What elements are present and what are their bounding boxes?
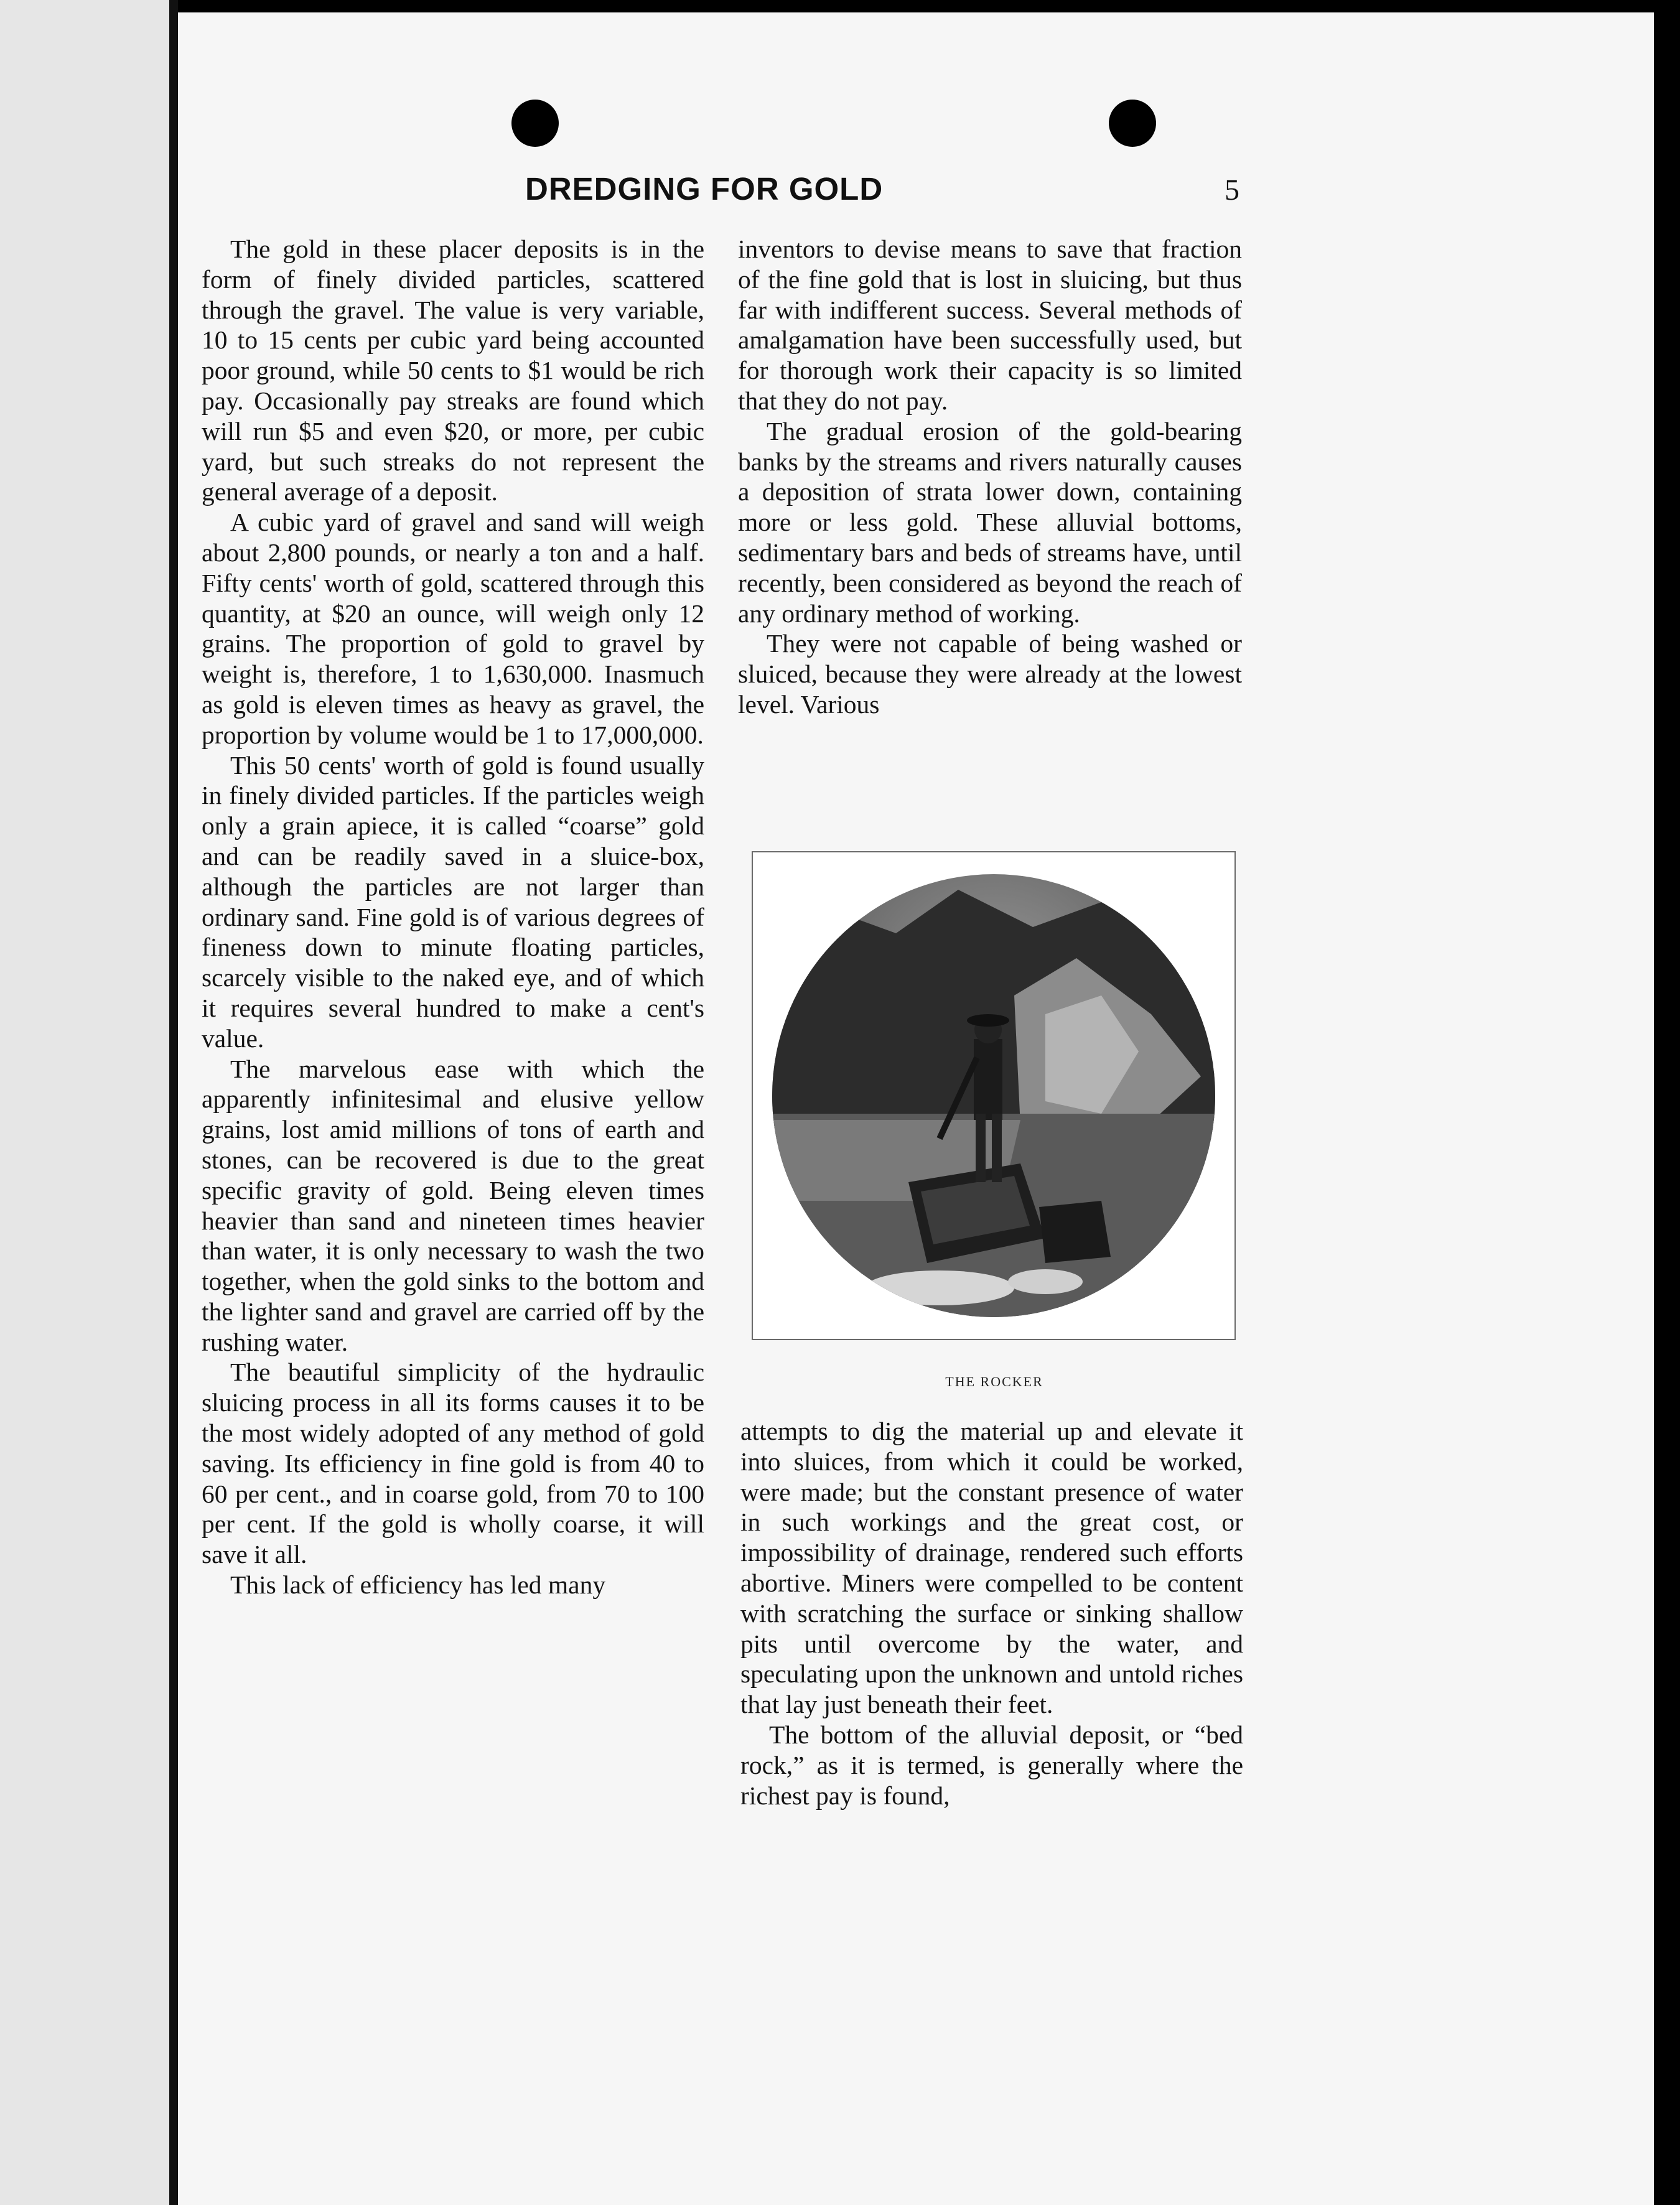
paragraph: The marvelous ease with which the apparently infinitesimal and elusive yellow grains, lost amid millions of tons of earth and stones, can be recovered is due to the great specific gravity of gold. Being eleven times heavier than sand and nineteen times heavier than water, it is only necessary to wash the two together, when the gold sinks to the bottom and the lighter sand and gravel are carried off by the rushing water. (202, 1054, 704, 1356)
paragraph: A cubic yard of gravel and sand will weigh about 2,800 pounds, or nearly a ton and a half. Fifty cents' worth of gold, scattered through this quantity, at $20 an ounce, will weigh only 12 grains. The proportion of gold to gravel by weight is, therefore, 1 to 1,630,000. Inasmuch as gold is eleven times as heavy as gravel, the proportion by volume would be 1 to 17,000,000. (202, 508, 704, 749)
binder-hole-right (1109, 100, 1156, 147)
rocker-photograph (752, 851, 1236, 1340)
paragraph: The gradual erosion of the gold-bearing banks by the streams and rivers naturally causes a deposition of strata lower down, containing more or less gold. These alluvial bottoms, sedimentary bars and beds of streams have, until recently, been considered as beyond the reach of any ordinary method of working. (738, 416, 1242, 628)
paragraph: This lack of efficiency has led many (230, 1570, 606, 1600)
page-number: 5 (1225, 174, 1239, 207)
binder-hole-left (511, 100, 559, 147)
paragraph: They were not capable of being washed or sluiced, because they were already at the lowest level. Various (738, 629, 1242, 719)
rocker-photo-illustration (753, 852, 1236, 1340)
paragraph: The beautiful simplicity of the hydraulic sluicing process in all its forms causes it to be the most widely adopted of any method of gold saving. Its efficiency in fine gold is from 40 to 60 per cent., and in coarse gold, from 70 to 100 per cent. If the gold is wholly coarse, it will save it all. (202, 1358, 704, 1569)
binding-gutter (169, 0, 178, 2205)
adjacent-page-edge (0, 0, 169, 2205)
paragraph: inventors to devise means to save that fraction of the fine gold that is lost in sluicing, but thus far with indifferent success. Several methods of amalgamation have been successfully used, but for thorough work their capacity is so limited that they do not pay. (738, 235, 1242, 415)
paragraph: attempts to dig the material up and elevate it into sluices, from which it could be worked, were made; but the constant presence of water in such workings and the great cost, or impossibility of drainage, rendered such efforts abortive. Miners were compelled to be content with scratching the surface or sinking shallow pits until overcome by the water, and speculating upon the unknown and untold riches that lay just beneath their feet. (740, 1417, 1243, 1719)
right-column-bottom (740, 1416, 1243, 1811)
figure-caption: THE ROCKER (945, 1374, 1043, 1389)
left-column (202, 234, 704, 1600)
running-head: DREDGING FOR GOLD (525, 171, 884, 207)
paragraph: This 50 cents' worth of gold is found usually in finely divided particles. If the particles weigh only a grain apiece, it is called “coarse” gold and can be readily saved in a sluice-box, although the particles are not larger than ordinary sand. Fine gold is of various degrees of fineness down to minute floating particles, scarcely visible to the naked eye, and of which it requires several hundred to make a cent's value. (202, 750, 704, 1053)
right-column-top (738, 234, 1242, 720)
paragraph: The gold in these placer deposits is in the form of finely divided particles, scattered through the gravel. The value is very variable, 10 to 15 cents per cubic yard being accounted poor ground, while 50 cents to $1 would be rich pay. Occasionally pay streaks are found which will run $5 and even $20, or more, per cubic yard, but such streaks do not represent the general average of a deposit. (202, 235, 704, 506)
paragraph: The bottom of the alluvial deposit, or “bed rock,” as it is termed, is generally where the richest pay is found, (740, 1720, 1243, 1810)
